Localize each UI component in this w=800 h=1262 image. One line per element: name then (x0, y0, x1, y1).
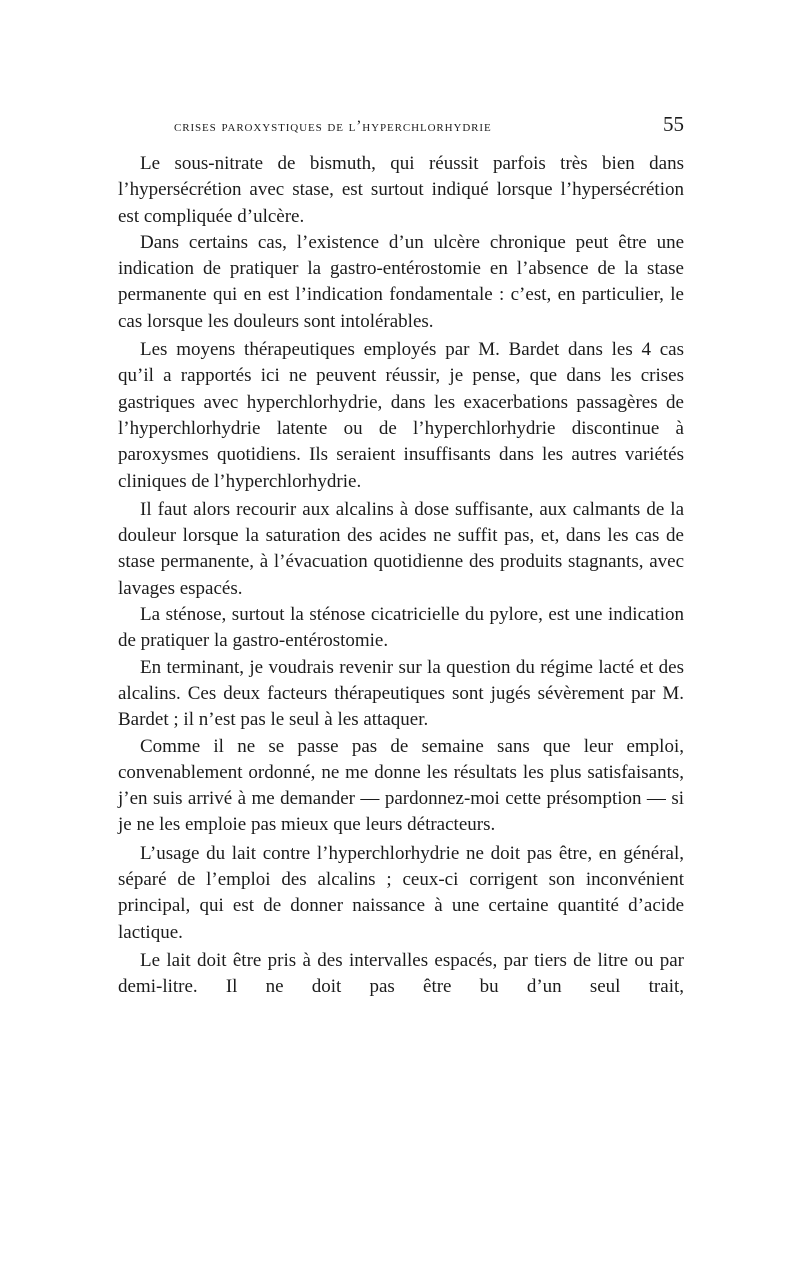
paragraph: Comme il ne se passe pas de semaine sans que leur emploi, convenablement ordonné, ne me donne les résultats les plus satisfaisants, j’en suis arrivé à me demander — pardonnez-moi cette présomption — si je ne les emploie pas mieux que leurs détracteurs. (118, 735, 684, 836)
paragraph: En terminant, je voudrais revenir sur la question du régime lacté et des alcalins. Ces deux facteurs thérapeutiques sont jugés sévèrement par M. Bardet ; il n’est pas le seul à les attaquer. (118, 656, 684, 731)
paragraph: Le lait doit être pris à des intervalles espacés, par tiers de litre ou par demi-litre. Il ne doit pas être bu d’un seul trait, (118, 949, 684, 998)
paragraph: Le sous-nitrate de bismuth, qui réussit parfois très bien dans l’hypersécrétion avec stase, est surtout indiqué lorsque l’hypersécrétion est compliquée d’ulcère. (118, 153, 684, 227)
running-title: crises paroxystiques de l’hyperchlorhydrie (174, 118, 492, 135)
paragraph: Les moyens thérapeutiques employés par M. Bardet dans les 4 cas qu’il a rapportés ici ne peuvent réussir, je pense, que dans les crises gastriques avec hyperchlorhydrie, dans les exacerbations passagères de l’hyperchlorhydrie latente ou de l’hyperchlorhydrie discontinue à paroxysmes quotidiens. Ils seraient insuffisants dans les autres variétés cliniques de l’hyperchlorhydrie. (118, 339, 684, 492)
page-number: 55 (663, 112, 684, 136)
paragraph: La sténose, surtout la sténose cicatricielle du pylore, est une indication de pratiquer la gastro-entérostomie. (118, 604, 684, 652)
paragraph: L’usage du lait contre l’hyperchlorhydrie ne doit pas être, en général, séparé de l’emploi des alcalins ; ceux-ci corrigent son inconvénient principal, qui est de donner naissance à une certaine quantité d’acide lactique. (118, 842, 684, 943)
paragraph: Dans certains cas, l’existence d’un ulcère chronique peut être une indication de pratiquer la gastro-entérostomie en l’absence de la stase permanente qui en est l’indication fondamentale : c’est, en particulier, le cas lorsque les douleurs sont intolérables. (118, 231, 684, 332)
body-text (118, 151, 684, 1001)
paragraph: Il faut alors recourir aux alcalins à dose suffisante, aux calmants de la douleur lorsque la saturation des acides ne suffit pas, et, dans les cas de stase permanente, à l’évacuation quotidienne des produits stagnants, avec lavages espacés. (118, 498, 684, 599)
page-header (118, 112, 684, 144)
